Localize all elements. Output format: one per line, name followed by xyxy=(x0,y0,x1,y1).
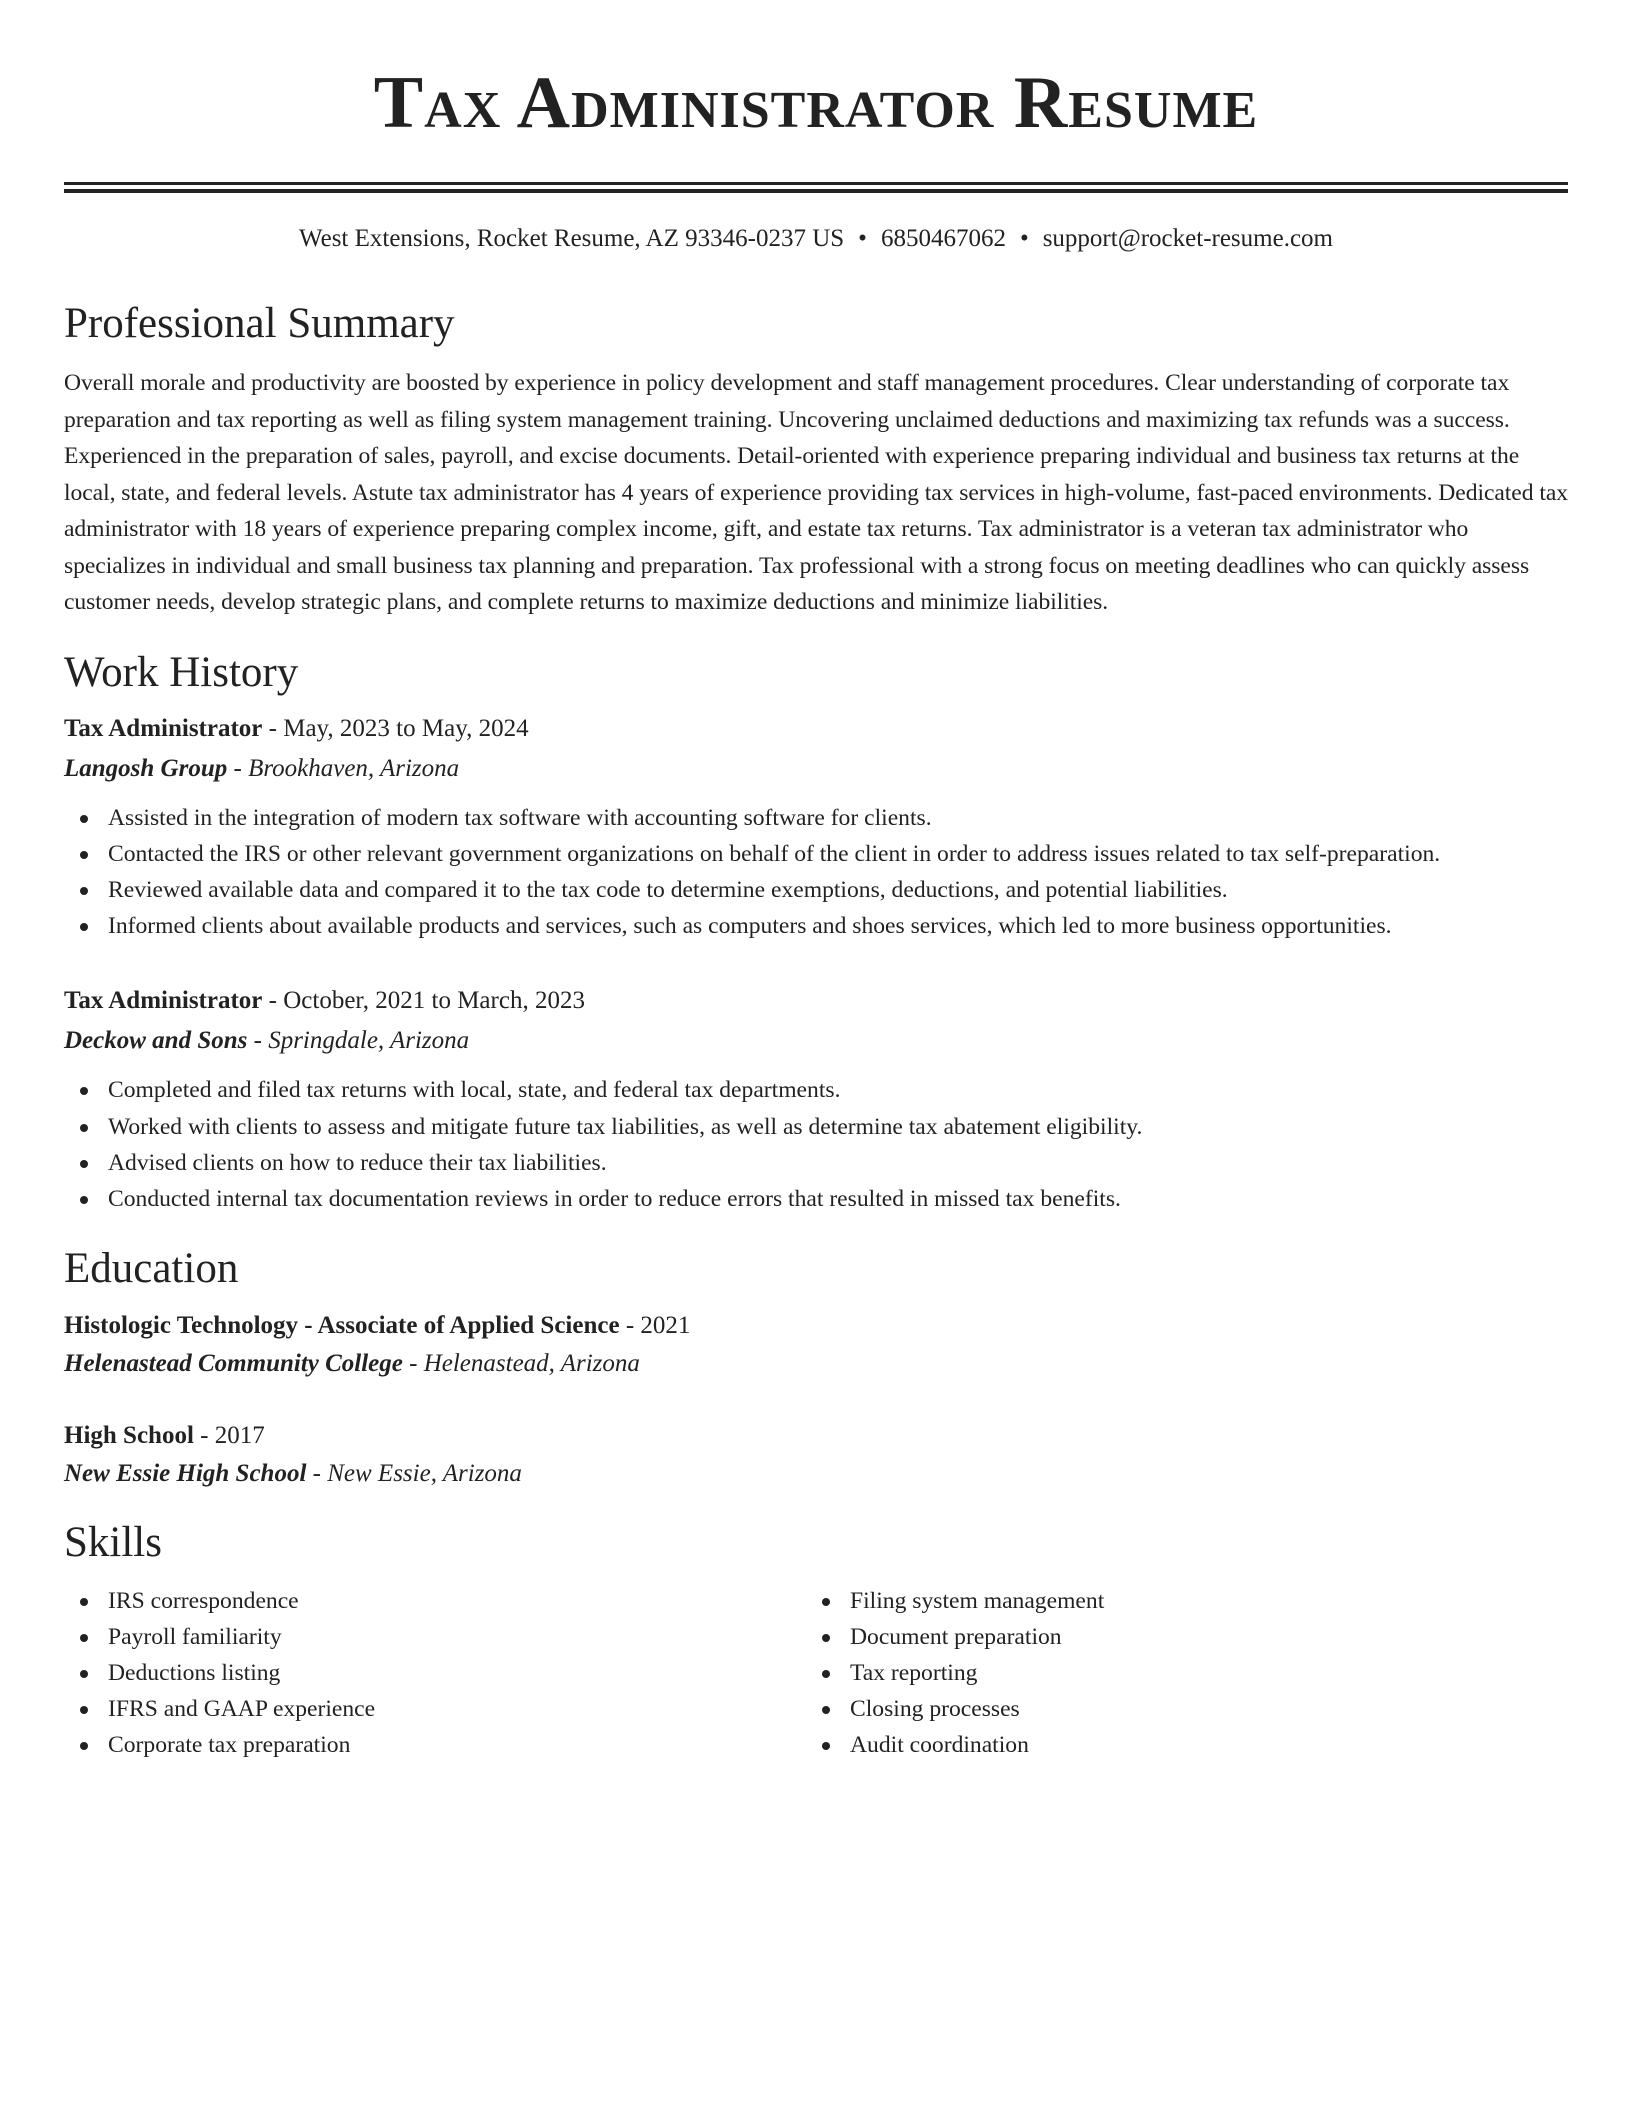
job-company-line xyxy=(64,1021,1568,1061)
skill-item: Document preparation xyxy=(806,1619,1548,1655)
contact-address: West Extensions, Rocket Resume, AZ 93346-0237 US xyxy=(299,225,845,252)
job-bullet: Contacted the IRS or other relevant government organizations on behalf of the client in order to address issues related to tax self-preparation. xyxy=(64,836,1568,872)
education-degree-line xyxy=(64,1307,1568,1345)
education-entry xyxy=(64,1417,1568,1493)
education-degree-line xyxy=(64,1417,1568,1455)
contact-phone: 6850467062 xyxy=(880,225,1006,252)
job-dates: - October, 2021 to March, 2023 xyxy=(262,987,585,1015)
summary-text: Overall morale and productivity are boosted by experience in policy development and staff management procedures. Clear understanding of corporate tax preparation and tax reporting as well as filing system management training. Uncovering unclaimed deductions and maximizing tax refunds was a success. Experienced in the preparation of sales, payroll, and excise documents. Detail-oriented with experience preparing individual and business tax returns at the local, state, and federal levels. Astute tax administrator has 4 years of experience providing tax services in high-volume, fast-paced environments. Dedicated tax administrator with 18 years of experience preparing complex income, gift, and estate tax returns. Tax administrator is a veteran tax administrator who specializes in individual and small business tax planning and preparation. Tax professional with a strong focus on meeting deadlines who can quickly assess customer needs, develop strategic plans, and complete returns to maximize deductions and minimize liabilities. xyxy=(64,370,1568,615)
job-title: Tax Administrator xyxy=(64,987,263,1015)
job-title-line xyxy=(64,981,1568,1021)
job-title: Tax Administrator xyxy=(64,714,263,742)
contact-separator: • xyxy=(858,225,867,252)
job-bullet: Informed clients about available products and services, such as computers and shoes services, which led to more business opportunities. xyxy=(64,908,1568,944)
education-school: New Essie High School xyxy=(64,1460,307,1488)
job-bullet: Conducted internal tax documentation reviews in order to reduce errors that resulted in missed tax benefits. xyxy=(64,1181,1568,1217)
contact-email: support@rocket-resume.com xyxy=(1042,225,1333,252)
job-location: - Brookhaven, Arizona xyxy=(227,754,460,782)
job-bullet: Completed and filed tax returns with local, state, and federal tax departments. xyxy=(64,1072,1568,1108)
job-entry xyxy=(64,981,1568,1217)
skill-item: Deductions listing xyxy=(64,1655,806,1691)
education-school: Helenastead Community College xyxy=(64,1350,403,1378)
skills-column-left xyxy=(64,1583,806,1763)
work-history-heading: Work History xyxy=(64,648,299,696)
skill-item: IFRS and GAAP experience xyxy=(64,1691,806,1727)
job-bullets xyxy=(64,1072,1568,1217)
contact-line xyxy=(64,222,1568,256)
contact-separator: • xyxy=(1019,225,1029,252)
title-divider xyxy=(64,182,1568,193)
skill-item: Tax reporting xyxy=(806,1655,1548,1691)
skills-grid xyxy=(64,1583,1568,1763)
summary-heading: Professional Summary xyxy=(64,300,455,347)
education-year: - 2017 xyxy=(193,1422,265,1450)
education-location: - New Essie, Arizona xyxy=(306,1460,522,1488)
education-location: - Helenastead, Arizona xyxy=(402,1350,640,1378)
skill-item: Filing system management xyxy=(806,1583,1548,1619)
job-company: Deckow and Sons xyxy=(64,1027,248,1055)
skills-heading: Skills xyxy=(64,1519,162,1567)
job-entry xyxy=(64,709,1568,945)
skill-item: Corporate tax preparation xyxy=(64,1727,806,1763)
education-school-line xyxy=(64,1455,1568,1493)
job-bullet: Assisted in the integration of modern tax software with accounting software for clients. xyxy=(64,800,1568,836)
resume-title: Tax Administrator Resume xyxy=(373,62,1259,144)
job-company: Langosh Group xyxy=(64,754,228,782)
education-entry xyxy=(64,1307,1568,1383)
skill-item: IRS correspondence xyxy=(64,1583,806,1619)
job-bullet: Advised clients on how to reduce their tax liabilities. xyxy=(64,1145,1568,1181)
education-year: - 2021 xyxy=(619,1312,691,1340)
education-school-line xyxy=(64,1345,1568,1383)
job-bullet: Worked with clients to assess and mitigate future tax liabilities, as well as determine tax abatement eligibility. xyxy=(64,1109,1568,1145)
job-title-line xyxy=(64,709,1568,749)
education-degree: Histologic Technology - Associate of Applied Science xyxy=(64,1312,620,1340)
education-heading: Education xyxy=(64,1245,239,1293)
job-dates: - May, 2023 to May, 2024 xyxy=(262,714,529,742)
job-company-line xyxy=(64,749,1568,789)
skill-item: Closing processes xyxy=(806,1691,1548,1727)
job-bullets xyxy=(64,800,1568,945)
skill-item: Payroll familiarity xyxy=(64,1619,806,1655)
skills-column-right xyxy=(806,1583,1548,1763)
education-degree: High School xyxy=(64,1422,194,1450)
skill-item: Audit coordination xyxy=(806,1727,1548,1763)
job-location: - Springdale, Arizona xyxy=(247,1027,470,1055)
job-bullet: Reviewed available data and compared it to the tax code to determine exemptions, deductions, and potential liabilities. xyxy=(64,872,1568,908)
